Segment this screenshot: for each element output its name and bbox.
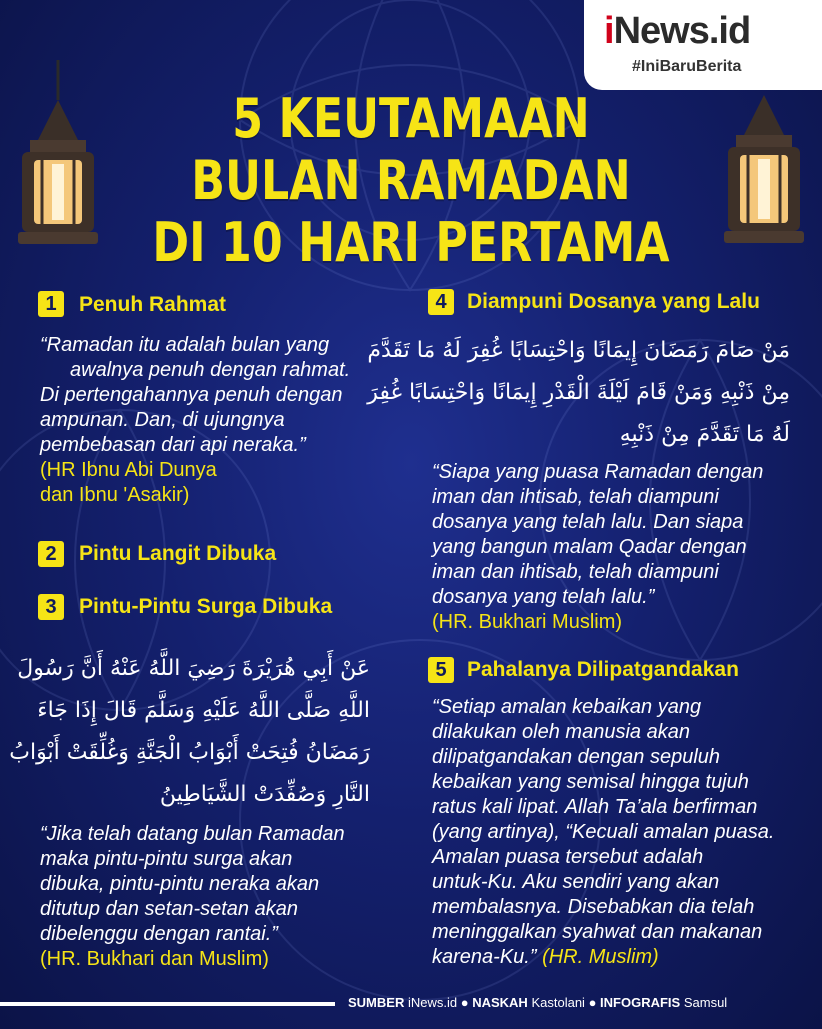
section-4-arabic — [367, 330, 790, 456]
section-1-quote — [40, 333, 350, 508]
section-5-quote — [432, 695, 774, 970]
quote-line: pembebasan dari api neraka.” — [40, 434, 306, 456]
quote-line: dibelenggu dengan rantai.” — [40, 923, 278, 945]
source-line: (HR Ibnu Abi Dunya — [40, 459, 217, 481]
quote-line: dibuka, pintu-pintu neraka akan — [40, 873, 320, 895]
section-2-number: 2 — [38, 541, 64, 567]
quote-line: “Ramadan itu adalah bulan yang — [40, 334, 330, 356]
quote-line: ratus kali lipat. Allah Ta’ala berfirman — [432, 796, 758, 818]
title-line-2: BULAN RAMADAN — [191, 149, 631, 212]
quote-line: membalasnya. Disebabkan dia telah — [432, 896, 755, 918]
arabic-line: رَمَضَانُ فُتِحَتْ أَبْوَابُ الْجَنَّةِ وَغُلِّقَتْ أَبْوَابُ — [9, 740, 370, 765]
quote-line: “Jika telah datang bulan Ramadan — [40, 823, 345, 845]
arabic-line: لَهُ مَا تَقَدَّمَ مِنْ ذَنْبِهِ — [619, 422, 790, 447]
quote-line: iman dan ihtisab, telah diampuni — [432, 486, 719, 508]
footer-naskah-value: Kastolani — [531, 995, 585, 1010]
section-3-number: 3 — [38, 594, 64, 620]
section-3-arabic — [9, 648, 370, 816]
section-1-number: 1 — [38, 291, 64, 317]
footer-sumber-value: iNews.id — [407, 995, 458, 1010]
quote-line: dilipatgandakan dengan sepuluh — [432, 746, 721, 768]
quote-line: kebaikan yang semisal hingga tujuh — [432, 771, 749, 793]
arabic-line: عَنْ أَبِي هُرَيْرَةَ رَضِيَ اللَّهُ عَنْهُ أَنَّ رَسُولَ — [17, 656, 370, 681]
arabic-line: مِنْ ذَنْبِهِ وَمَنْ قَامَ لَيْلَةَ الْقَدْرِ إِيمَانًا وَاحْتِسَابًا غُفِرَ — [367, 380, 790, 405]
section-4-heading: Diampuni Dosanya yang Lalu — [467, 290, 760, 313]
source-line: (HR. Muslim) — [542, 946, 659, 968]
footer-divider — [0, 1002, 335, 1006]
section-4-quote — [432, 460, 763, 635]
brand-tagline: #IniBaruBerita — [632, 58, 742, 75]
quote-line-with-source — [432, 945, 774, 970]
quote-line: karena-Ku.” — [432, 946, 537, 968]
quote-line: dosanya yang telah lalu.” — [432, 586, 655, 608]
quote-line: yang bangun malam Qadar dengan — [432, 536, 747, 558]
page-title — [74, 88, 748, 274]
footer-credits — [348, 995, 727, 1010]
quote-line: awalnya penuh dengan rahmat. — [70, 359, 351, 381]
quote-line: meninggalkan syahwat dan makanan — [432, 921, 763, 943]
arabic-line: النَّارِ وَصُفِّدَتْ الشَّيَاطِينُ — [159, 782, 370, 807]
section-5-number: 5 — [428, 657, 454, 683]
quote-line: dilakukan oleh manusia akan — [432, 721, 690, 743]
quote-line: Amalan puasa tersebut adalah — [432, 846, 704, 868]
title-line-3: DI 10 HARI PERTAMA — [152, 211, 670, 274]
footer-separator: ● — [588, 995, 597, 1010]
quote-line: ditutup dan setan-setan akan — [40, 898, 298, 920]
arabic-line: مَنْ صَامَ رَمَضَانَ إِيمَانًا وَاحْتِسَابًا غُفِرَ لَهُ مَا تَقَدَّمَ — [367, 338, 790, 363]
quote-line: ampunan. Dan, di ujungnya — [40, 409, 285, 431]
section-1-heading: Penuh Rahmat — [79, 293, 227, 316]
brand-logo-name: News.id — [613, 10, 751, 52]
footer-infografis-label: INFOGRAFIS — [600, 995, 681, 1010]
section-2-heading: Pintu Langit Dibuka — [79, 542, 277, 565]
title-line-1: 5 KEUTAMAAN — [232, 87, 590, 150]
source-line: (HR. Bukhari dan Muslim) — [40, 948, 269, 970]
footer-separator: ● — [460, 995, 469, 1010]
brand-logo-prefix: i — [604, 10, 614, 52]
quote-line: (yang artinya), “Kecuali amalan puasa. — [432, 821, 775, 843]
brand-logo — [604, 10, 750, 53]
arabic-line: اللَّهِ صَلَّى اللَّهُ عَلَيْهِ وَسَلَّمَ قَالَ إِذَا جَاءَ — [37, 698, 370, 723]
quote-line: maka pintu-pintu surga akan — [40, 848, 293, 870]
section-5-heading: Pahalanya Dilipatgandakan — [467, 658, 739, 681]
quote-line: dosanya yang telah lalu. Dan siapa — [432, 511, 744, 533]
quote-line: Di pertengahannya penuh dengan — [40, 384, 343, 406]
quote-line: untuk-Ku. Aku sendiri yang akan — [432, 871, 720, 893]
section-4-number: 4 — [428, 289, 454, 315]
section-3-heading: Pintu-Pintu Surga Dibuka — [79, 595, 333, 618]
section-3-quote — [40, 822, 345, 972]
source-line: dan Ibnu 'Asakir) — [40, 484, 190, 506]
quote-line: “Setiap amalan kebaikan yang — [432, 696, 702, 718]
brand-badge — [584, 0, 822, 90]
quote-line: “Siapa yang puasa Ramadan dengan — [432, 461, 764, 483]
quote-line: iman dan ihtisab, telah diampuni — [432, 561, 719, 583]
footer-infografis-value: Samsul — [683, 995, 728, 1010]
footer-sumber-label: SUMBER — [348, 995, 405, 1010]
footer-naskah-label: NASKAH — [472, 995, 528, 1010]
source-line: (HR. Bukhari Muslim) — [432, 611, 623, 633]
